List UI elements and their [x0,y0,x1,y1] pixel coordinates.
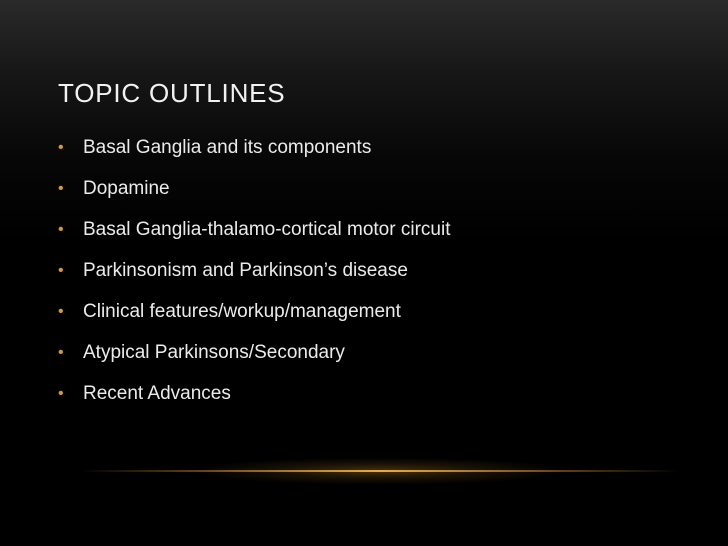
slide-title: TOPIC OUTLINES [58,78,286,108]
list-item-text: Basal Ganglia-thalamo-cortical motor circuit [83,219,451,240]
bullet-icon: • [58,303,64,320]
list-item-text: Clinical features/workup/management [83,301,401,322]
list-item [58,381,450,422]
list-item [58,258,450,299]
list-item-text: Basal Ganglia and its components [83,137,372,158]
bullet-list [58,135,450,422]
list-item [58,340,450,381]
list-item-text: Parkinsonism and Parkinson’s disease [83,260,408,281]
list-item-text: Dopamine [83,178,170,199]
list-item-text: Atypical Parkinsons/Secondary [83,342,345,363]
bullet-icon: • [58,139,64,156]
bullet-icon: • [58,221,64,238]
decorative-divider [80,470,680,472]
bullet-icon: • [58,344,64,361]
bullet-icon: • [58,262,64,279]
bullet-icon: • [58,180,64,197]
list-item [58,135,450,176]
bullet-icon: • [58,385,64,402]
list-item [58,217,450,258]
list-item [58,299,450,340]
list-item [58,176,450,217]
list-item-text: Recent Advances [83,383,231,404]
